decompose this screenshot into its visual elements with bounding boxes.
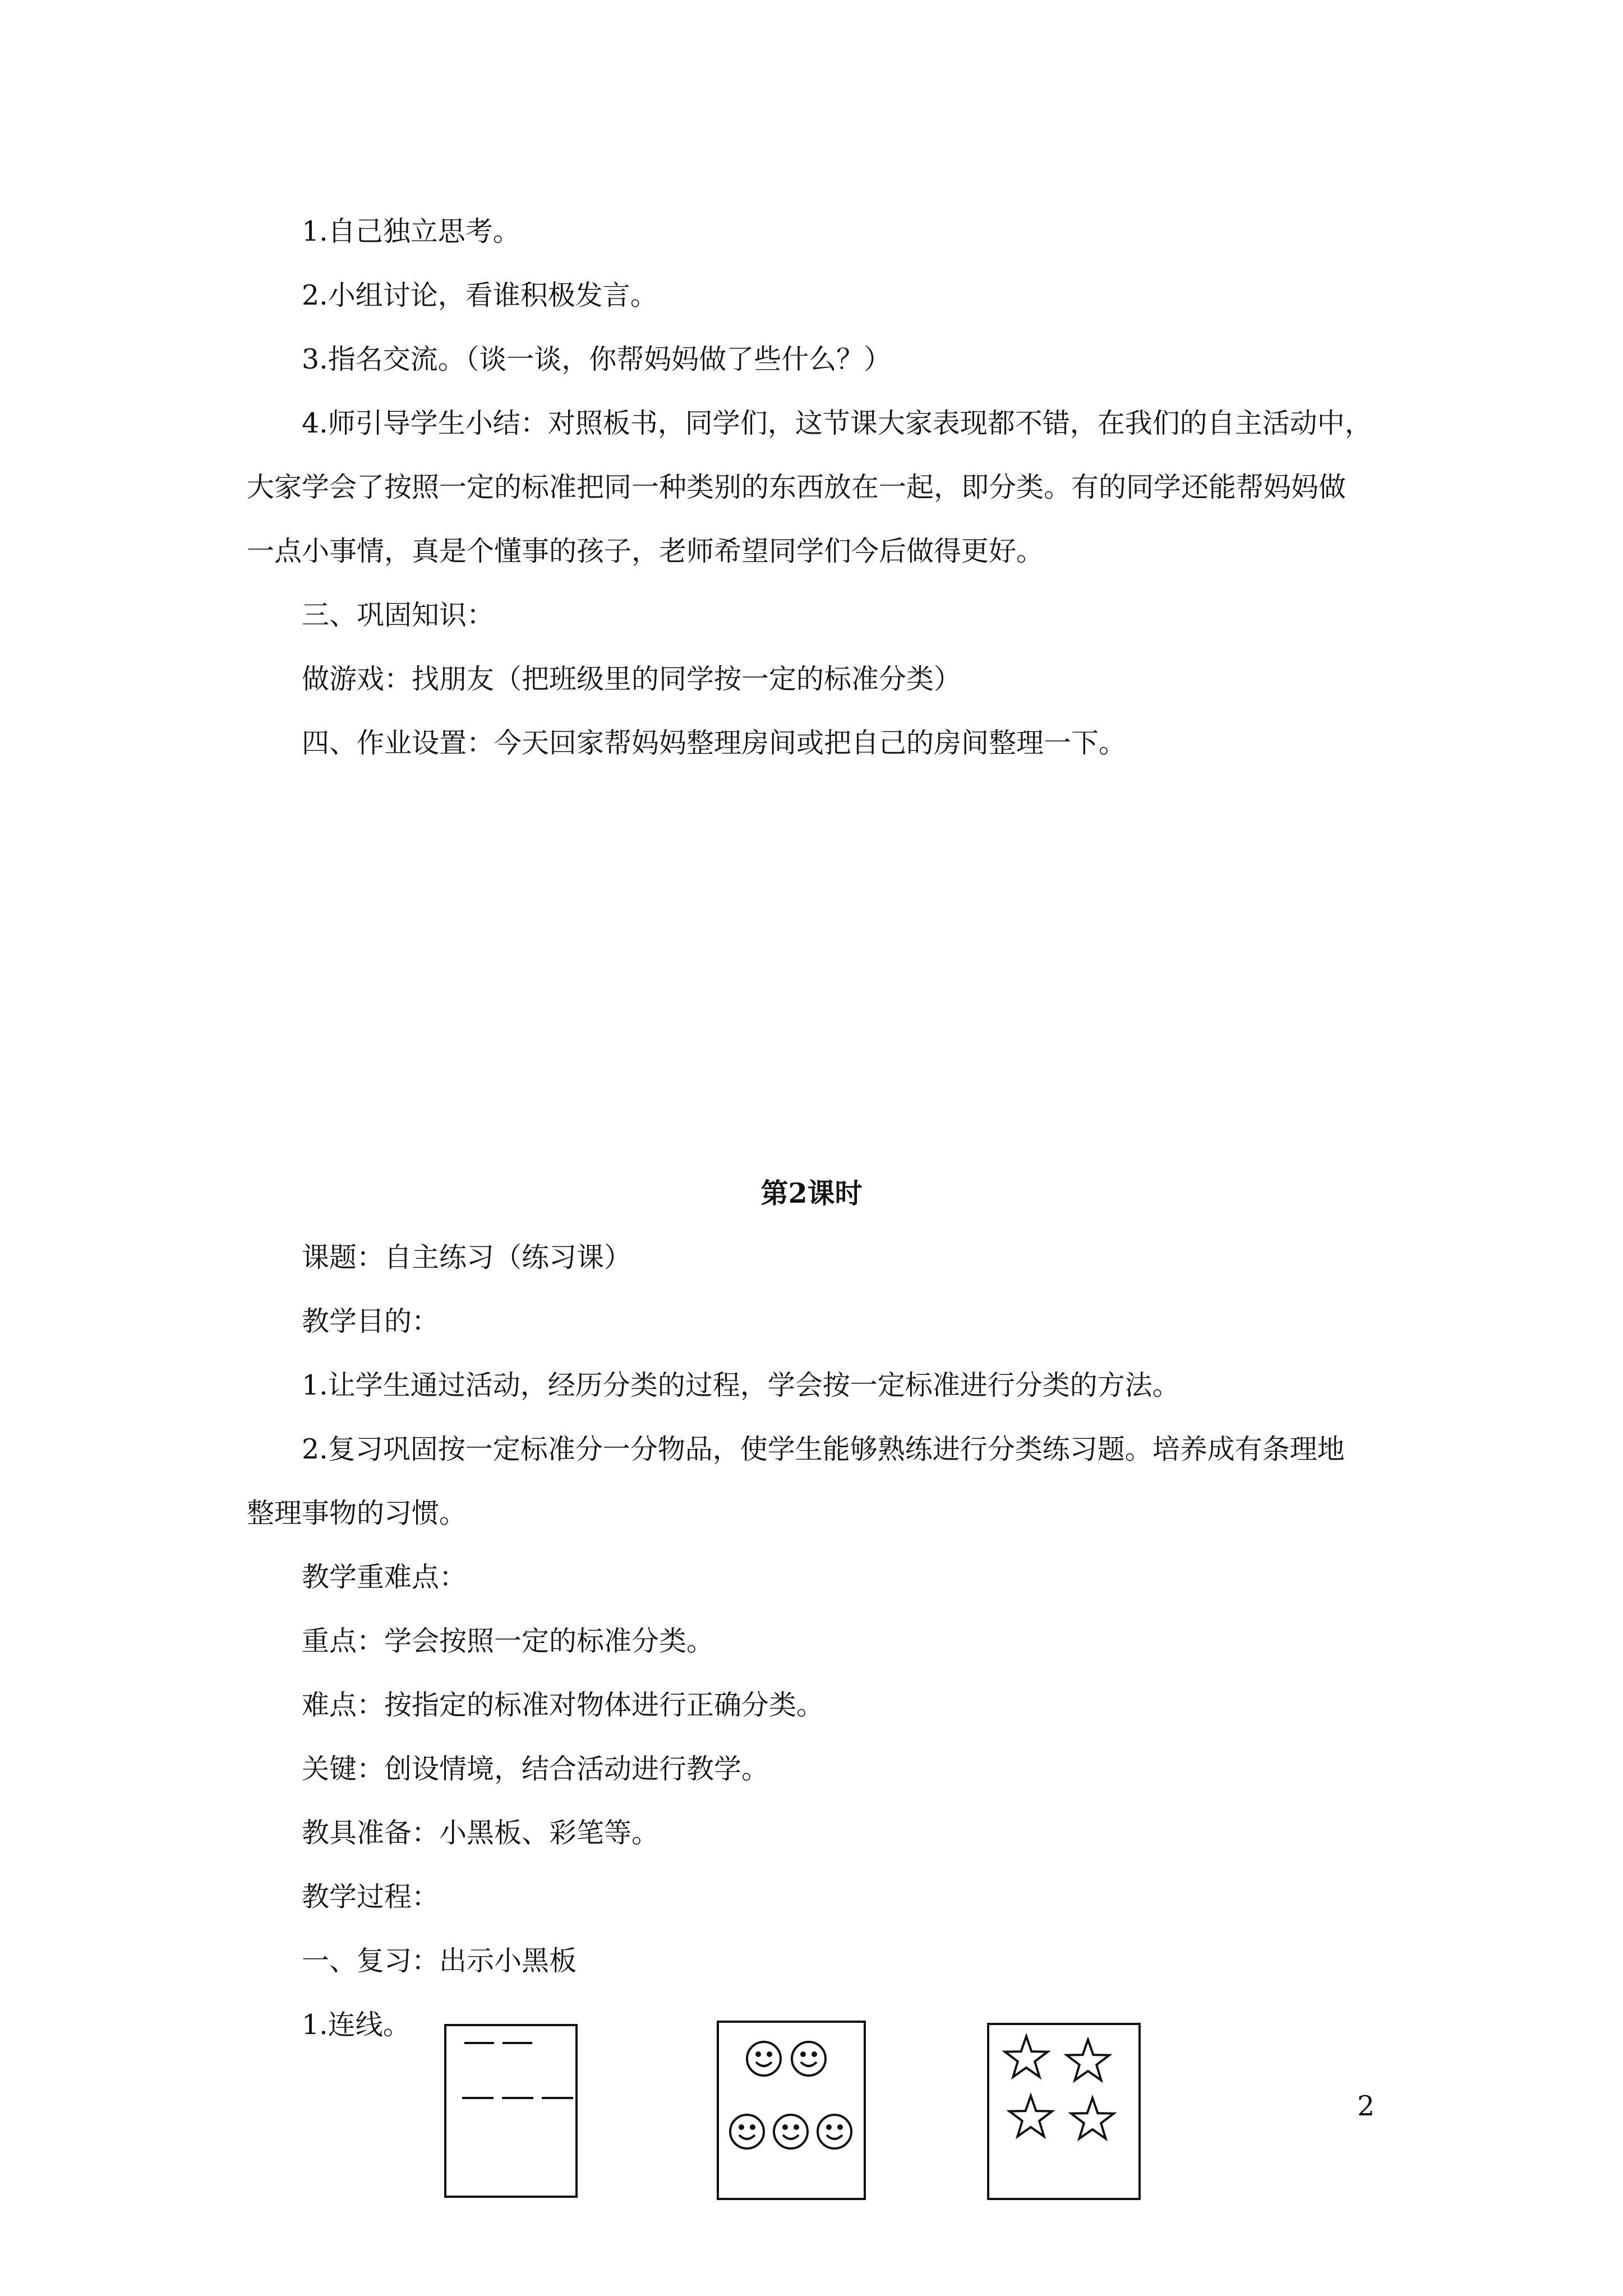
paragraph: 2.小组讨论，看谁积极发言。: [302, 279, 658, 311]
smiley-card: [717, 2021, 866, 2200]
paragraph: 1.连线。: [302, 2009, 411, 2041]
star-shapes-icon: [989, 2025, 1138, 2198]
paragraph: 4.师引导学生小结：对照板书，同学们，这节课大家表现都不错，在我们的自主活动中，: [302, 407, 1372, 439]
paragraph: 教学目的：: [302, 1305, 440, 1337]
paragraph: 整理事物的习惯。: [247, 1497, 467, 1529]
dash-card: [444, 2024, 578, 2198]
paragraph: 难点：按指定的标准对物体进行正确分类。: [302, 1689, 824, 1721]
paragraph: 三、巩固知识：: [302, 599, 495, 631]
paragraph: 做游戏：找朋友（把班级里的同学按一定的标准分类）: [302, 663, 962, 695]
paragraph: 重点：学会按照一定的标准分类。: [302, 1625, 714, 1657]
page-number: 2: [1357, 2090, 1375, 2122]
paragraph: 教学过程：: [302, 1881, 440, 1913]
paragraph: 3.指名交流。（谈一谈，你帮妈妈做了些什么？）: [302, 343, 892, 375]
paragraph: 大家学会了按照一定的标准把同一种类别的东西放在一起，即分类。有的同学还能帮妈妈做: [247, 471, 1347, 503]
paragraph: 1.让学生通过活动，经历分类的过程，学会按一定标准进行分类的方法。: [302, 1369, 1180, 1401]
paragraph: 四、作业设置：今天回家帮妈妈整理房间或把自己的房间整理一下。: [302, 727, 1127, 759]
paragraph: 教具准备：小黑板、彩笔等。: [302, 1817, 660, 1849]
paragraph: 1.自己独立思考。: [302, 215, 520, 247]
smiley-faces-icon: [719, 2023, 864, 2198]
paragraph: 一、复习：出示小黑板: [302, 1945, 577, 1977]
paragraph: 2.复习巩固按一定标准分一分物品，使学生能够熟练进行分类练习题。培养成有条理地: [302, 1433, 1345, 1465]
paragraph: 关键：创设情境，结合活动进行教学。: [302, 1753, 769, 1785]
paragraph: 教学重难点：: [302, 1561, 467, 1593]
star-card: [987, 2023, 1141, 2200]
dash-marks-icon: [446, 2026, 575, 2196]
section-title: 第2课时: [760, 1177, 863, 1209]
paragraph: 一点小事情，真是个懂事的孩子，老师希望同学们今后做得更好。: [247, 535, 1044, 567]
paragraph: 课题：自主练习（练习课）: [302, 1241, 632, 1273]
